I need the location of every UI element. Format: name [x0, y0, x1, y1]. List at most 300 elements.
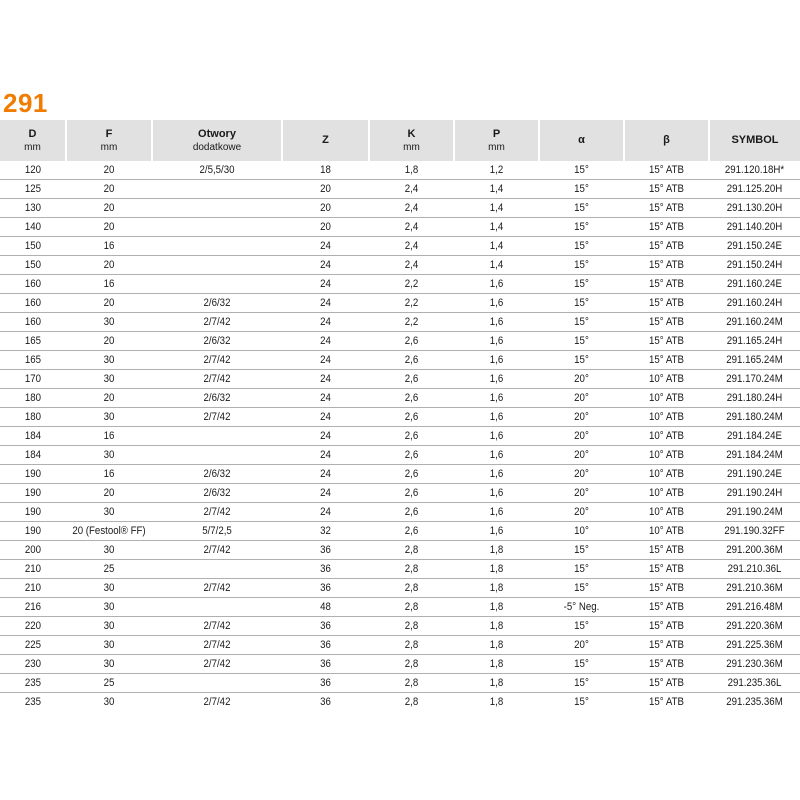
table-cell: 1,6: [459, 370, 534, 389]
table-cell: 15° ATB: [629, 275, 704, 294]
table-cell: 20°: [544, 408, 619, 427]
table-cell: 1,8: [459, 598, 534, 617]
table-cell: -5° Neg.: [544, 598, 619, 617]
table-cell: 20°: [544, 636, 619, 655]
table-cell: 291.235.36M: [714, 693, 794, 712]
table-cell: 216: [4, 598, 62, 617]
table-cell: 15° ATB: [629, 636, 704, 655]
table-cell: 20°: [544, 503, 619, 522]
table-cell: 15°: [544, 674, 619, 693]
table-cell: 20: [71, 218, 147, 237]
table-cell: 1,4: [459, 256, 534, 275]
table-cell: [160, 560, 274, 579]
table-cell: 210: [4, 579, 62, 598]
table-cell: 15°: [544, 256, 619, 275]
table-cell: 20 (Festool® FF): [71, 522, 147, 541]
table-cell: 36: [287, 655, 364, 674]
table-cell: 2/7/42: [160, 579, 274, 598]
table-cell: 16: [71, 237, 147, 256]
table-cell: 15°: [544, 237, 619, 256]
table-cell: [160, 674, 274, 693]
table-cell: 10° ATB: [629, 389, 704, 408]
table-cell: 20°: [544, 446, 619, 465]
table-cell: 190: [4, 465, 62, 484]
table-row: [0, 294, 800, 313]
table-cell: 2,6: [374, 351, 449, 370]
table-cell: 1,8: [459, 674, 534, 693]
table-cell: 2/7/42: [160, 693, 274, 712]
table-cell: 2,6: [374, 408, 449, 427]
table-cell: 2,8: [374, 560, 449, 579]
column-header-label: P: [492, 127, 501, 140]
table-cell: 30: [71, 636, 147, 655]
table-cell: 15°: [544, 180, 619, 199]
table-row: [0, 161, 800, 180]
table-cell: 30: [71, 503, 147, 522]
table-cell: [160, 598, 274, 617]
column-header-unit: mm: [24, 141, 41, 153]
table-cell: 15°: [544, 275, 619, 294]
table-cell: [160, 180, 274, 199]
table-cell: [160, 275, 274, 294]
table-cell: 15° ATB: [629, 199, 704, 218]
column-header: [454, 120, 539, 161]
table-cell: 15° ATB: [629, 294, 704, 313]
table-row: [0, 408, 800, 427]
table-cell: [160, 256, 274, 275]
table-cell: 210: [4, 560, 62, 579]
table-cell: 24: [287, 484, 364, 503]
table-row: [0, 180, 800, 199]
table-cell: 15°: [544, 199, 619, 218]
table-cell: 2,6: [374, 427, 449, 446]
table-row: [0, 446, 800, 465]
table-row: [0, 218, 800, 237]
table-cell: 2/5,5/30: [199, 164, 235, 176]
table-cell: 291.150.24H: [714, 256, 794, 275]
table-cell: 1,6: [459, 522, 534, 541]
table-row: [0, 522, 800, 541]
table-cell: 20: [71, 256, 147, 275]
table-cell: 291.125.20H: [714, 180, 794, 199]
table-cell: 180: [4, 408, 62, 427]
column-header-label: Otwory: [198, 127, 236, 140]
table-cell: 2,8: [374, 617, 449, 636]
table-cell: 24: [287, 408, 364, 427]
table-cell: 2,8: [374, 655, 449, 674]
table-cell: 165: [4, 332, 62, 351]
table-cell: 36: [287, 560, 364, 579]
table-cell: 15° ATB: [629, 617, 704, 636]
table-cell: 20: [71, 294, 147, 313]
table-cell: 2/7/42: [160, 408, 274, 427]
table-cell: 36: [287, 693, 364, 712]
table-cell: 2,4: [374, 199, 449, 218]
table-cell: 20: [71, 389, 147, 408]
table-cell: 24: [287, 389, 364, 408]
table-cell: 15°: [544, 693, 619, 712]
table-cell: 15° ATB: [629, 237, 704, 256]
table-cell: 15°: [544, 655, 619, 674]
table-cell: 30: [71, 541, 147, 560]
table-cell: 120: [24, 164, 42, 176]
table-cell: 2/6/32: [160, 484, 274, 503]
table-row: [0, 541, 800, 560]
table-cell: 15° ATB: [629, 313, 704, 332]
table-row: [0, 655, 800, 674]
table-cell: 2/6/32: [160, 332, 274, 351]
table-cell: 10° ATB: [629, 503, 704, 522]
table-cell: 1,8: [404, 164, 419, 176]
table-cell: 2,6: [374, 465, 449, 484]
table-cell: 291.210.36M: [714, 579, 794, 598]
table-cell: 1,6: [459, 332, 534, 351]
column-header: [0, 120, 66, 161]
table-cell: 15° ATB: [629, 332, 704, 351]
table-cell: 190: [4, 503, 62, 522]
table-cell: 291.225.36M: [714, 636, 794, 655]
spec-table: [0, 120, 800, 711]
table-cell: 2/7/42: [160, 541, 274, 560]
table-cell: 170: [4, 370, 62, 389]
table-cell: 2,8: [374, 598, 449, 617]
table-cell: 2/7/42: [160, 617, 274, 636]
table-cell: 291.160.24E: [714, 275, 794, 294]
table-cell: 1,8: [459, 617, 534, 636]
table-header-row: [0, 120, 800, 161]
table-cell: 1,8: [459, 693, 534, 712]
table-cell: 1,6: [459, 465, 534, 484]
table-cell: 160: [4, 275, 62, 294]
table-cell: 30: [71, 598, 147, 617]
table-cell: 2/7/42: [160, 503, 274, 522]
table-cell: 2,2: [374, 313, 449, 332]
table-cell: 20: [103, 164, 115, 176]
table-cell: 1,4: [459, 218, 534, 237]
table-cell: 15° ATB: [629, 693, 704, 712]
column-header-label: α: [578, 134, 585, 146]
table-cell: 20: [71, 484, 147, 503]
table-cell: 15°: [574, 164, 589, 176]
table-cell: 291.235.36L: [714, 674, 794, 693]
table-cell: 24: [287, 332, 364, 351]
table-cell: 1,4: [459, 180, 534, 199]
table-cell: 15° ATB: [629, 180, 704, 199]
table-cell: 291.130.20H: [714, 199, 794, 218]
table-cell: 2,6: [374, 446, 449, 465]
table-row: [0, 199, 800, 218]
column-header: [282, 120, 369, 161]
table-cell: 291.120.18H*: [724, 164, 785, 176]
table-cell: 2,2: [374, 275, 449, 294]
table-cell: 5/7/2,5: [160, 522, 274, 541]
table-row: [0, 370, 800, 389]
table-cell: 1,4: [459, 199, 534, 218]
table-cell: 1,6: [459, 275, 534, 294]
table-cell: 125: [4, 180, 62, 199]
table-cell: 160: [4, 313, 62, 332]
table-cell: 1,8: [459, 636, 534, 655]
table-cell: 160: [4, 294, 62, 313]
column-header-unit: mm: [403, 141, 420, 153]
table-cell: 1,8: [459, 560, 534, 579]
table-row: [0, 693, 800, 712]
table-cell: 36: [287, 541, 364, 560]
table-cell: 15°: [544, 579, 619, 598]
table-cell: 1,6: [459, 294, 534, 313]
table-row: [0, 598, 800, 617]
table-cell: 15°: [544, 294, 619, 313]
table-cell: 1,6: [459, 446, 534, 465]
table-cell: 2/7/42: [160, 313, 274, 332]
table-cell: 2/7/42: [160, 351, 274, 370]
table-cell: 24: [287, 256, 364, 275]
table-cell: 2,8: [374, 541, 449, 560]
table-cell: 291.230.36M: [714, 655, 794, 674]
table-cell: 291.190.24E: [714, 465, 794, 484]
table-cell: 24: [287, 446, 364, 465]
table-cell: 16: [71, 465, 147, 484]
table-cell: 2,8: [374, 674, 449, 693]
table-cell: 36: [287, 674, 364, 693]
table-cell: 225: [4, 636, 62, 655]
table-cell: 190: [4, 522, 62, 541]
table-row: [0, 275, 800, 294]
table-cell: 200: [4, 541, 62, 560]
table-cell: 2,2: [374, 294, 449, 313]
table-cell: 15° ATB: [629, 256, 704, 275]
table-cell: 10° ATB: [629, 446, 704, 465]
table-cell: 235: [4, 693, 62, 712]
table-cell: [160, 237, 274, 256]
table-cell: 24: [287, 275, 364, 294]
table-cell: 24: [287, 503, 364, 522]
table-cell: 291.210.36L: [714, 560, 794, 579]
table-cell: 180: [4, 389, 62, 408]
table-cell: [160, 218, 274, 237]
table-cell: 184: [4, 427, 62, 446]
table-cell: 291.180.24M: [714, 408, 794, 427]
table-cell: 20: [71, 180, 147, 199]
table-cell: 15° ATB: [629, 351, 704, 370]
table-cell: 15° ATB: [629, 674, 704, 693]
column-header-label: K: [407, 127, 416, 140]
table-cell: 20: [71, 332, 147, 351]
table-cell: 20: [287, 218, 364, 237]
table-cell: 16: [71, 427, 147, 446]
table-cell: 2,8: [374, 579, 449, 598]
table-cell: 20°: [544, 427, 619, 446]
table-cell: 2,6: [374, 522, 449, 541]
table-cell: 291.170.24M: [714, 370, 794, 389]
table-cell: 30: [71, 693, 147, 712]
column-header: [66, 120, 152, 161]
table-cell: 30: [71, 579, 147, 598]
table-cell: 24: [287, 237, 364, 256]
table-cell: 291.184.24E: [714, 427, 794, 446]
column-header-label: F: [105, 127, 113, 140]
table-cell: [160, 199, 274, 218]
table-cell: 2/6/32: [160, 294, 274, 313]
table-cell: 2,6: [374, 389, 449, 408]
table-cell: 130: [4, 199, 62, 218]
table-cell: 10°: [544, 522, 619, 541]
column-header-unit: mm: [100, 141, 118, 153]
table-cell: 15° ATB: [629, 218, 704, 237]
table-row: [0, 674, 800, 693]
table-row: [0, 256, 800, 275]
table-cell: 30: [71, 313, 147, 332]
table-cell: 291.190.24M: [714, 503, 794, 522]
table-cell: 24: [287, 427, 364, 446]
table-cell: 291.190.24H: [714, 484, 794, 503]
table-row: [0, 351, 800, 370]
column-header-unit: dodatkowe: [192, 141, 242, 153]
table-cell: 30: [71, 446, 147, 465]
table-cell: 15°: [544, 617, 619, 636]
table-cell: 1,2: [489, 164, 504, 176]
table-cell: 15°: [544, 313, 619, 332]
table-cell: 15° ATB: [629, 579, 704, 598]
table-cell: 1,6: [459, 484, 534, 503]
table-cell: 1,6: [459, 408, 534, 427]
table-cell: 18: [320, 164, 331, 176]
table-cell: 150: [4, 237, 62, 256]
table-cell: 291.160.24H: [714, 294, 794, 313]
table-cell: 291.165.24H: [714, 332, 794, 351]
table-cell: 36: [287, 617, 364, 636]
table-row: [0, 579, 800, 598]
table-cell: 15°: [544, 332, 619, 351]
table-cell: 15°: [544, 541, 619, 560]
table-cell: 36: [287, 636, 364, 655]
table-cell: 20°: [544, 389, 619, 408]
table-cell: 15° ATB: [629, 598, 704, 617]
table-cell: 2,4: [374, 256, 449, 275]
table-cell: 2,6: [374, 503, 449, 522]
table-cell: 10° ATB: [629, 370, 704, 389]
table-cell: 1,6: [459, 351, 534, 370]
table-row: [0, 560, 800, 579]
table-cell: 2/7/42: [160, 655, 274, 674]
table-cell: 291.200.36M: [714, 541, 794, 560]
column-header: [709, 120, 800, 161]
table-row: [0, 389, 800, 408]
table-cell: 48: [287, 598, 364, 617]
table-cell: 10° ATB: [629, 465, 704, 484]
table-cell: 2,6: [374, 370, 449, 389]
table-cell: 15° ATB: [649, 164, 684, 176]
table-cell: [160, 446, 274, 465]
column-header: [624, 120, 709, 161]
table-row: [0, 484, 800, 503]
table-cell: 30: [71, 655, 147, 674]
table-cell: 1,8: [459, 655, 534, 674]
table-cell: 20: [71, 199, 147, 218]
table-cell: 291.180.24H: [714, 389, 794, 408]
table-cell: 32: [287, 522, 364, 541]
table-cell: 1,8: [459, 579, 534, 598]
table-cell: 24: [287, 370, 364, 389]
column-header: [369, 120, 454, 161]
table-row: [0, 465, 800, 484]
table-cell: 24: [287, 313, 364, 332]
table-row: [0, 313, 800, 332]
table-cell: 24: [287, 465, 364, 484]
table-cell: 15°: [544, 351, 619, 370]
table-cell: 1,6: [459, 389, 534, 408]
table-cell: 20: [287, 199, 364, 218]
product-code-title: 291: [3, 88, 48, 118]
table-cell: 1,6: [459, 503, 534, 522]
table-cell: 10° ATB: [629, 408, 704, 427]
table-cell: 291.220.36M: [714, 617, 794, 636]
table-cell: 15° ATB: [629, 541, 704, 560]
column-header-unit: mm: [488, 141, 505, 153]
table-cell: 15°: [544, 218, 619, 237]
table-row: [0, 427, 800, 446]
table-cell: 2,6: [374, 332, 449, 351]
table-cell: 36: [287, 579, 364, 598]
column-header-label: Z: [322, 134, 329, 146]
table-cell: 1,6: [459, 427, 534, 446]
table-cell: 291.160.24M: [714, 313, 794, 332]
table-body: [0, 161, 800, 711]
table-cell: 2/6/32: [160, 389, 274, 408]
table-cell: 15° ATB: [629, 560, 704, 579]
table-cell: 30: [71, 351, 147, 370]
table-cell: 220: [4, 617, 62, 636]
table-cell: 30: [71, 617, 147, 636]
table-cell: 16: [71, 275, 147, 294]
table-cell: 24: [287, 294, 364, 313]
table-cell: 291.140.20H: [714, 218, 794, 237]
table-cell: 184: [4, 446, 62, 465]
table-row: [0, 237, 800, 256]
table-row: [0, 503, 800, 522]
table-cell: 20: [287, 180, 364, 199]
table-cell: 10° ATB: [629, 484, 704, 503]
table-cell: 291.150.24E: [714, 237, 794, 256]
table-cell: 190: [4, 484, 62, 503]
table-cell: 30: [71, 370, 147, 389]
table-cell: 1,6: [459, 313, 534, 332]
column-header-label: SYMBOL: [731, 134, 779, 146]
table-cell: 15° ATB: [629, 655, 704, 674]
table-row: [0, 617, 800, 636]
table-cell: 10° ATB: [629, 427, 704, 446]
table-cell: 2/7/42: [160, 636, 274, 655]
table-cell: 140: [4, 218, 62, 237]
table-cell: 230: [4, 655, 62, 674]
table-cell: 2,8: [374, 636, 449, 655]
table-cell: 2,8: [374, 693, 449, 712]
table-cell: 20°: [544, 484, 619, 503]
table-cell: 15°: [544, 560, 619, 579]
table-cell: 1,4: [459, 237, 534, 256]
column-header: [539, 120, 624, 161]
table-cell: 25: [71, 560, 147, 579]
table-cell: 165: [4, 351, 62, 370]
table-cell: 291.184.24M: [714, 446, 794, 465]
table-cell: 10° ATB: [629, 522, 704, 541]
column-header-label: D: [28, 127, 37, 140]
table-cell: 291.165.24M: [714, 351, 794, 370]
table-cell: 291.190.32FF: [714, 522, 794, 541]
table-cell: 2,4: [374, 237, 449, 256]
table-cell: 2,4: [374, 218, 449, 237]
table-cell: 24: [287, 351, 364, 370]
